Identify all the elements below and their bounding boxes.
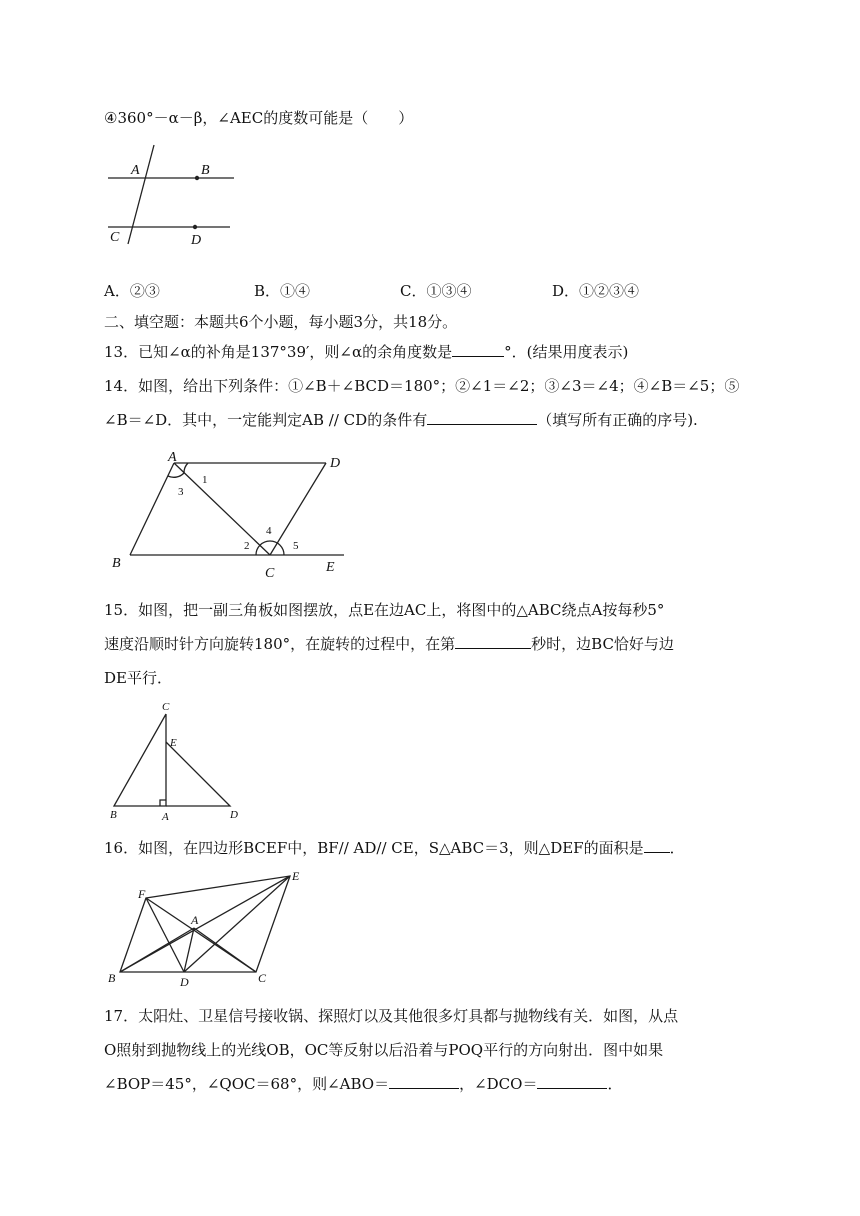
q17-blank-abo[interactable]	[389, 1074, 459, 1089]
label-a: A	[191, 913, 199, 927]
section-2-title: 二、填空题：本题共6个小题，每小题3分，共18分。	[104, 313, 458, 331]
figure-q15	[104, 698, 254, 826]
label-2: 2	[244, 540, 250, 552]
right-angle-mark	[160, 800, 166, 806]
q14-blank[interactable]	[427, 410, 537, 425]
label-b: B	[201, 163, 210, 178]
question-16	[104, 838, 685, 858]
label-4: 4	[266, 525, 272, 537]
q17-text-c: ．	[607, 1075, 623, 1093]
q17-blank-dco[interactable]	[537, 1074, 607, 1089]
label-e: E	[292, 869, 300, 883]
option-b: B．①④	[254, 282, 311, 300]
figure-q16	[104, 868, 314, 988]
label-a: A	[168, 450, 177, 465]
angle-arc-1	[184, 463, 188, 473]
label-b: B	[108, 971, 116, 985]
question-17-line1: 17．太阳灶、卫星信号接收锅、探照灯以及其他很多灯具都与抛物线有关．如图，从点	[104, 1007, 679, 1025]
question-13	[104, 342, 628, 362]
label-c: C	[258, 971, 267, 985]
segment-ac	[174, 463, 270, 555]
q14-text: ∠B＝∠D．其中，一定能判定AB // CD的条件有	[104, 411, 428, 429]
question-14-line2	[104, 410, 698, 430]
question-12-tail: ④360°－α－β，∠AEC的度数可能是（ ）	[104, 109, 414, 127]
q13-text-post: °．(结果用度表示)	[504, 343, 629, 361]
segment-ba	[120, 928, 194, 972]
q17-text-a: ∠BOP＝45°，∠QOC＝68°，则∠ABO＝	[104, 1075, 390, 1093]
transversal	[128, 145, 154, 244]
option-a: A．②③	[104, 282, 160, 300]
label-d: D	[191, 233, 202, 245]
label-e: E	[326, 560, 335, 575]
question-17-line3	[104, 1074, 622, 1094]
q16-text: 16．如图，在四边形BCEF中，BF// AD// CE，S△ABC＝3，则△DEF的面积是	[104, 839, 644, 857]
label-d: D	[180, 975, 189, 988]
label-b: B	[112, 556, 121, 571]
q14-text-post: （填写所有正确的序号).	[537, 411, 698, 429]
label-c: C	[110, 230, 120, 245]
segment-ab	[130, 463, 174, 555]
question-14-line1: 14．如图，给出下列条件：①∠B＋∠BCD＝180°；②∠1＝∠2；③∠3＝∠4；④∠B＝∠5；⑤	[104, 377, 740, 395]
question-15-line3: DE平行．	[104, 669, 172, 687]
q13-blank[interactable]	[452, 342, 504, 357]
point-d	[193, 225, 197, 229]
q16-blank[interactable]	[644, 838, 670, 853]
label-e: E	[170, 737, 177, 749]
label-1: 1	[202, 474, 208, 486]
label-a: A	[162, 811, 169, 823]
angle-arc-3	[168, 473, 184, 477]
option-c: C．①③④	[400, 282, 472, 300]
figure-q14	[104, 445, 364, 580]
q13-text: 13．已知∠α的补角是137°39′，则∠α的余角度数是	[104, 343, 453, 361]
segment-fd	[146, 898, 184, 972]
q15-text: 速度沿顺时针方向旋转180°，在旋转的过程中，在第	[104, 635, 456, 653]
label-c: C	[265, 566, 275, 580]
label-d: D	[230, 809, 238, 821]
segment-be	[120, 876, 290, 972]
triangle-abc	[114, 714, 166, 806]
question-15-line2	[104, 634, 674, 654]
label-a: A	[131, 163, 140, 178]
question-17-line2: O照射到抛物线上的光线OB，OC等反射以后沿着与POQ平行的方向射出．图中如果	[104, 1041, 664, 1059]
q17-text-b: ，∠DCO＝	[459, 1075, 538, 1093]
point-b	[195, 176, 199, 180]
figure-q12	[104, 140, 244, 245]
label-5: 5	[293, 540, 299, 552]
question-15-line1: 15．如图，把一副三角板如图摆放，点E在边AC上，将图中的△ABC绕点A按每秒5°	[104, 601, 665, 619]
label-d: D	[330, 456, 341, 471]
triangle-ade	[166, 742, 230, 806]
label-b: B	[110, 809, 117, 821]
q16-text-post: ．	[669, 839, 685, 857]
angle-arc-c	[256, 541, 284, 555]
label-c: C	[162, 701, 170, 713]
q15-text-post: 秒时，边BC恰好与边	[531, 635, 674, 653]
label-f: F	[138, 887, 146, 901]
label-3: 3	[178, 486, 184, 498]
q15-blank[interactable]	[455, 634, 531, 649]
option-d: D．①②③④	[552, 282, 640, 300]
